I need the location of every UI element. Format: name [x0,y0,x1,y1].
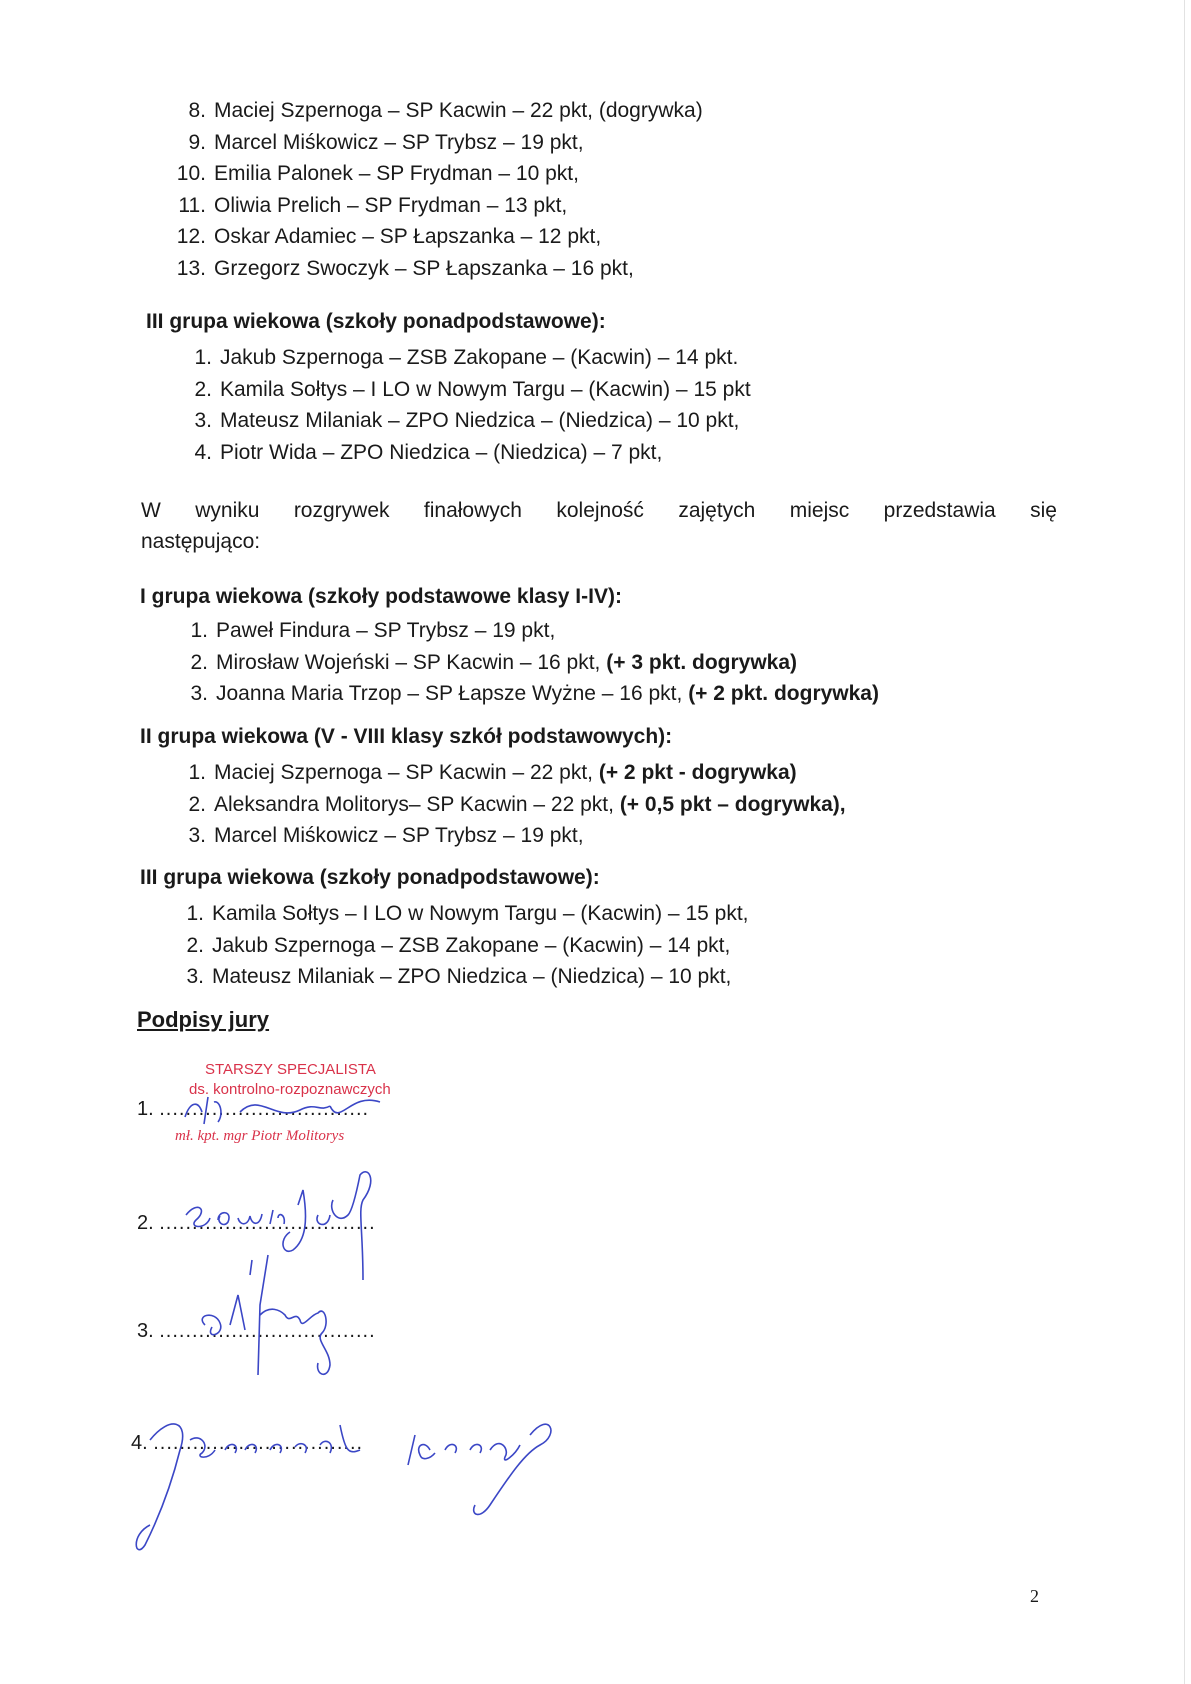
list-item-number: 3. [194,409,212,432]
signature-dots: ................................. [159,1212,376,1234]
list-item-text: Marcel Miśkowicz – SP Trybsz – 19 pkt, [214,130,584,154]
list-item [178,342,751,374]
paragraph-word: zajętych [678,499,756,522]
list-item-number: 2. [194,377,212,401]
paragraph-word: przedstawia [883,499,996,522]
paragraph-line-2: następująco: [141,530,261,553]
list-item-bold-note: (+ 2 pkt. dogrywka) [688,682,879,705]
list-item [170,961,748,993]
list-item-number: 1. [188,761,206,784]
paragraph-word: się [1030,499,1057,522]
stamp-line-1: STARSZY SPECJALISTA [205,1061,376,1078]
list-item-number: 13. [176,256,206,280]
list-item-text: Joanna Maria Trzop – SP Łapsze Wyżne – 16 pkt, [216,682,689,705]
signature-number: 3. [137,1320,154,1342]
list-item-number: 10. [176,162,206,185]
list-item-bold-note: (+ 3 pkt. dogrywka) [606,650,798,674]
signature-number: 2. [137,1212,154,1234]
paragraph-word: miejsc [789,499,850,522]
group3-elim-list [178,342,751,468]
list-item [178,405,751,437]
list-item-text: Oskar Adamiec – SP Łapszanka – 12 pkt, [214,225,602,248]
list-item-bold-note: (+ 0,5 pkt – dogrywka), [619,792,846,816]
list-item-text: Kamila Sołtys – I LO w Nowym Targu – (Kacwin) – 15 pkt, [212,902,749,925]
list-item-text: Kamila Sołtys – I LO w Nowym Targu – (Kacwin) – 15 pkt [220,377,751,401]
list-item-text: Maciej Szpernoga – SP Kacwin – 22 pkt, (dogrywka) [214,99,703,122]
list-item-number: 11. [178,193,206,217]
list-item-text: Mirosław Wojeński – SP Kacwin – 16 pkt, [216,650,607,674]
list-item-text: Jakub Szpernoga – ZSB Zakopane – (Kacwin) – 14 pkt, [212,933,731,957]
paragraph-word: rozgrywek [293,499,390,522]
list-item-text: Oliwia Prelich – SP Frydman – 13 pkt, [214,193,568,217]
final-group1-heading: I grupa wiekowa (szkoły podstawowe klasy I-IV): [140,585,622,608]
list-item-number: 2. [186,933,204,957]
signature-number: 4. [131,1432,148,1454]
top-list [172,95,703,284]
final-group2-heading: II grupa wiekowa (V - VIII klasy szkół podstawowych): [140,725,673,748]
final-group1-list [174,615,879,710]
stamp-line-2: ds. kontrolno-rozpoznawczych [189,1081,391,1098]
group3-elim-heading: III grupa wiekowa (szkoły ponadpodstawowe): [146,310,606,333]
list-item-text: Paweł Findura – SP Trybsz – 19 pkt, [216,619,556,642]
list-item-number: 9. [188,130,206,154]
list-item [174,678,879,710]
list-item [170,930,748,962]
list-item [174,615,879,647]
list-item-number: 3. [190,682,208,705]
list-item-text: Maciej Szpernoga – SP Kacwin – 22 pkt, [214,761,599,784]
final-group2-list [172,757,846,852]
list-item [172,253,703,285]
paragraph-word: W [141,499,161,522]
list-item [172,820,846,852]
list-item-text: Emilia Palonek – SP Frydman – 10 pkt, [214,162,579,185]
list-item-text: Grzegorz Swoczyk – SP Łapszanka – 16 pkt, [214,256,634,280]
list-item [172,789,846,821]
list-item [172,221,703,253]
list-item-number: 8. [188,99,206,122]
page-edge-line [1184,0,1185,1684]
list-item-number: 2. [188,792,206,816]
stamp-name: mł. kpt. mgr Piotr Molitorys [175,1128,345,1144]
list-item-number: 4. [194,440,212,464]
list-item-text: Mateusz Milaniak – ZPO Niedzica – (Niedzica) – 10 pkt, [212,965,732,988]
jury-title: Podpisy jury [137,1007,270,1032]
final-group3-list [170,898,748,993]
paragraph-word: kolejność [556,499,644,522]
signature-number: 1. [137,1098,154,1120]
signature-dots: ................................ [153,1432,364,1454]
list-item-text: Piotr Wida – ZPO Niedzica – (Niedzica) – 7 pkt, [220,440,663,464]
list-item-number: 2. [190,650,208,674]
list-item [172,95,703,127]
list-item-bold-note: (+ 2 pkt - dogrywka) [598,761,797,784]
list-item [178,437,751,469]
list-item-number: 1. [186,902,204,925]
page-number: 2 [1030,1586,1039,1606]
signature-4-image [130,1395,580,1555]
list-item [170,898,748,930]
list-item [174,647,879,679]
list-item-text: Jakub Szpernoga – ZSB Zakopane – (Kacwin) – 14 pkt. [220,346,739,369]
list-item [178,374,751,406]
signature-dots: ................................ [159,1098,370,1120]
list-item-number: 3. [186,965,204,988]
list-item-number: 1. [190,619,208,642]
list-item-text: Aleksandra Molitorys– SP Kacwin – 22 pkt, [214,792,620,816]
list-item [172,158,703,190]
list-item [172,127,703,159]
signature-3-image [190,1255,370,1385]
paragraph-word: wyniku [195,499,260,522]
signature-1-image [180,1082,410,1142]
list-item-text: Mateusz Milaniak – ZPO Niedzica – (Niedzica) – 10 pkt, [220,409,740,432]
list-item [172,757,846,789]
final-group3-heading: III grupa wiekowa (szkoły ponadpodstawowe): [140,866,600,889]
signature-dots: ................................. [159,1320,376,1342]
list-item [172,190,703,222]
list-item-text: Marcel Miśkowicz – SP Trybsz – 19 pkt, [214,824,584,847]
paragraph-line-1 [141,495,1057,526]
paragraph-word: finałowych [423,499,522,522]
list-item-number: 3. [188,824,206,847]
list-item-number: 1. [194,346,212,369]
intro-paragraph [141,495,1057,557]
list-item-number: 12. [176,225,206,248]
